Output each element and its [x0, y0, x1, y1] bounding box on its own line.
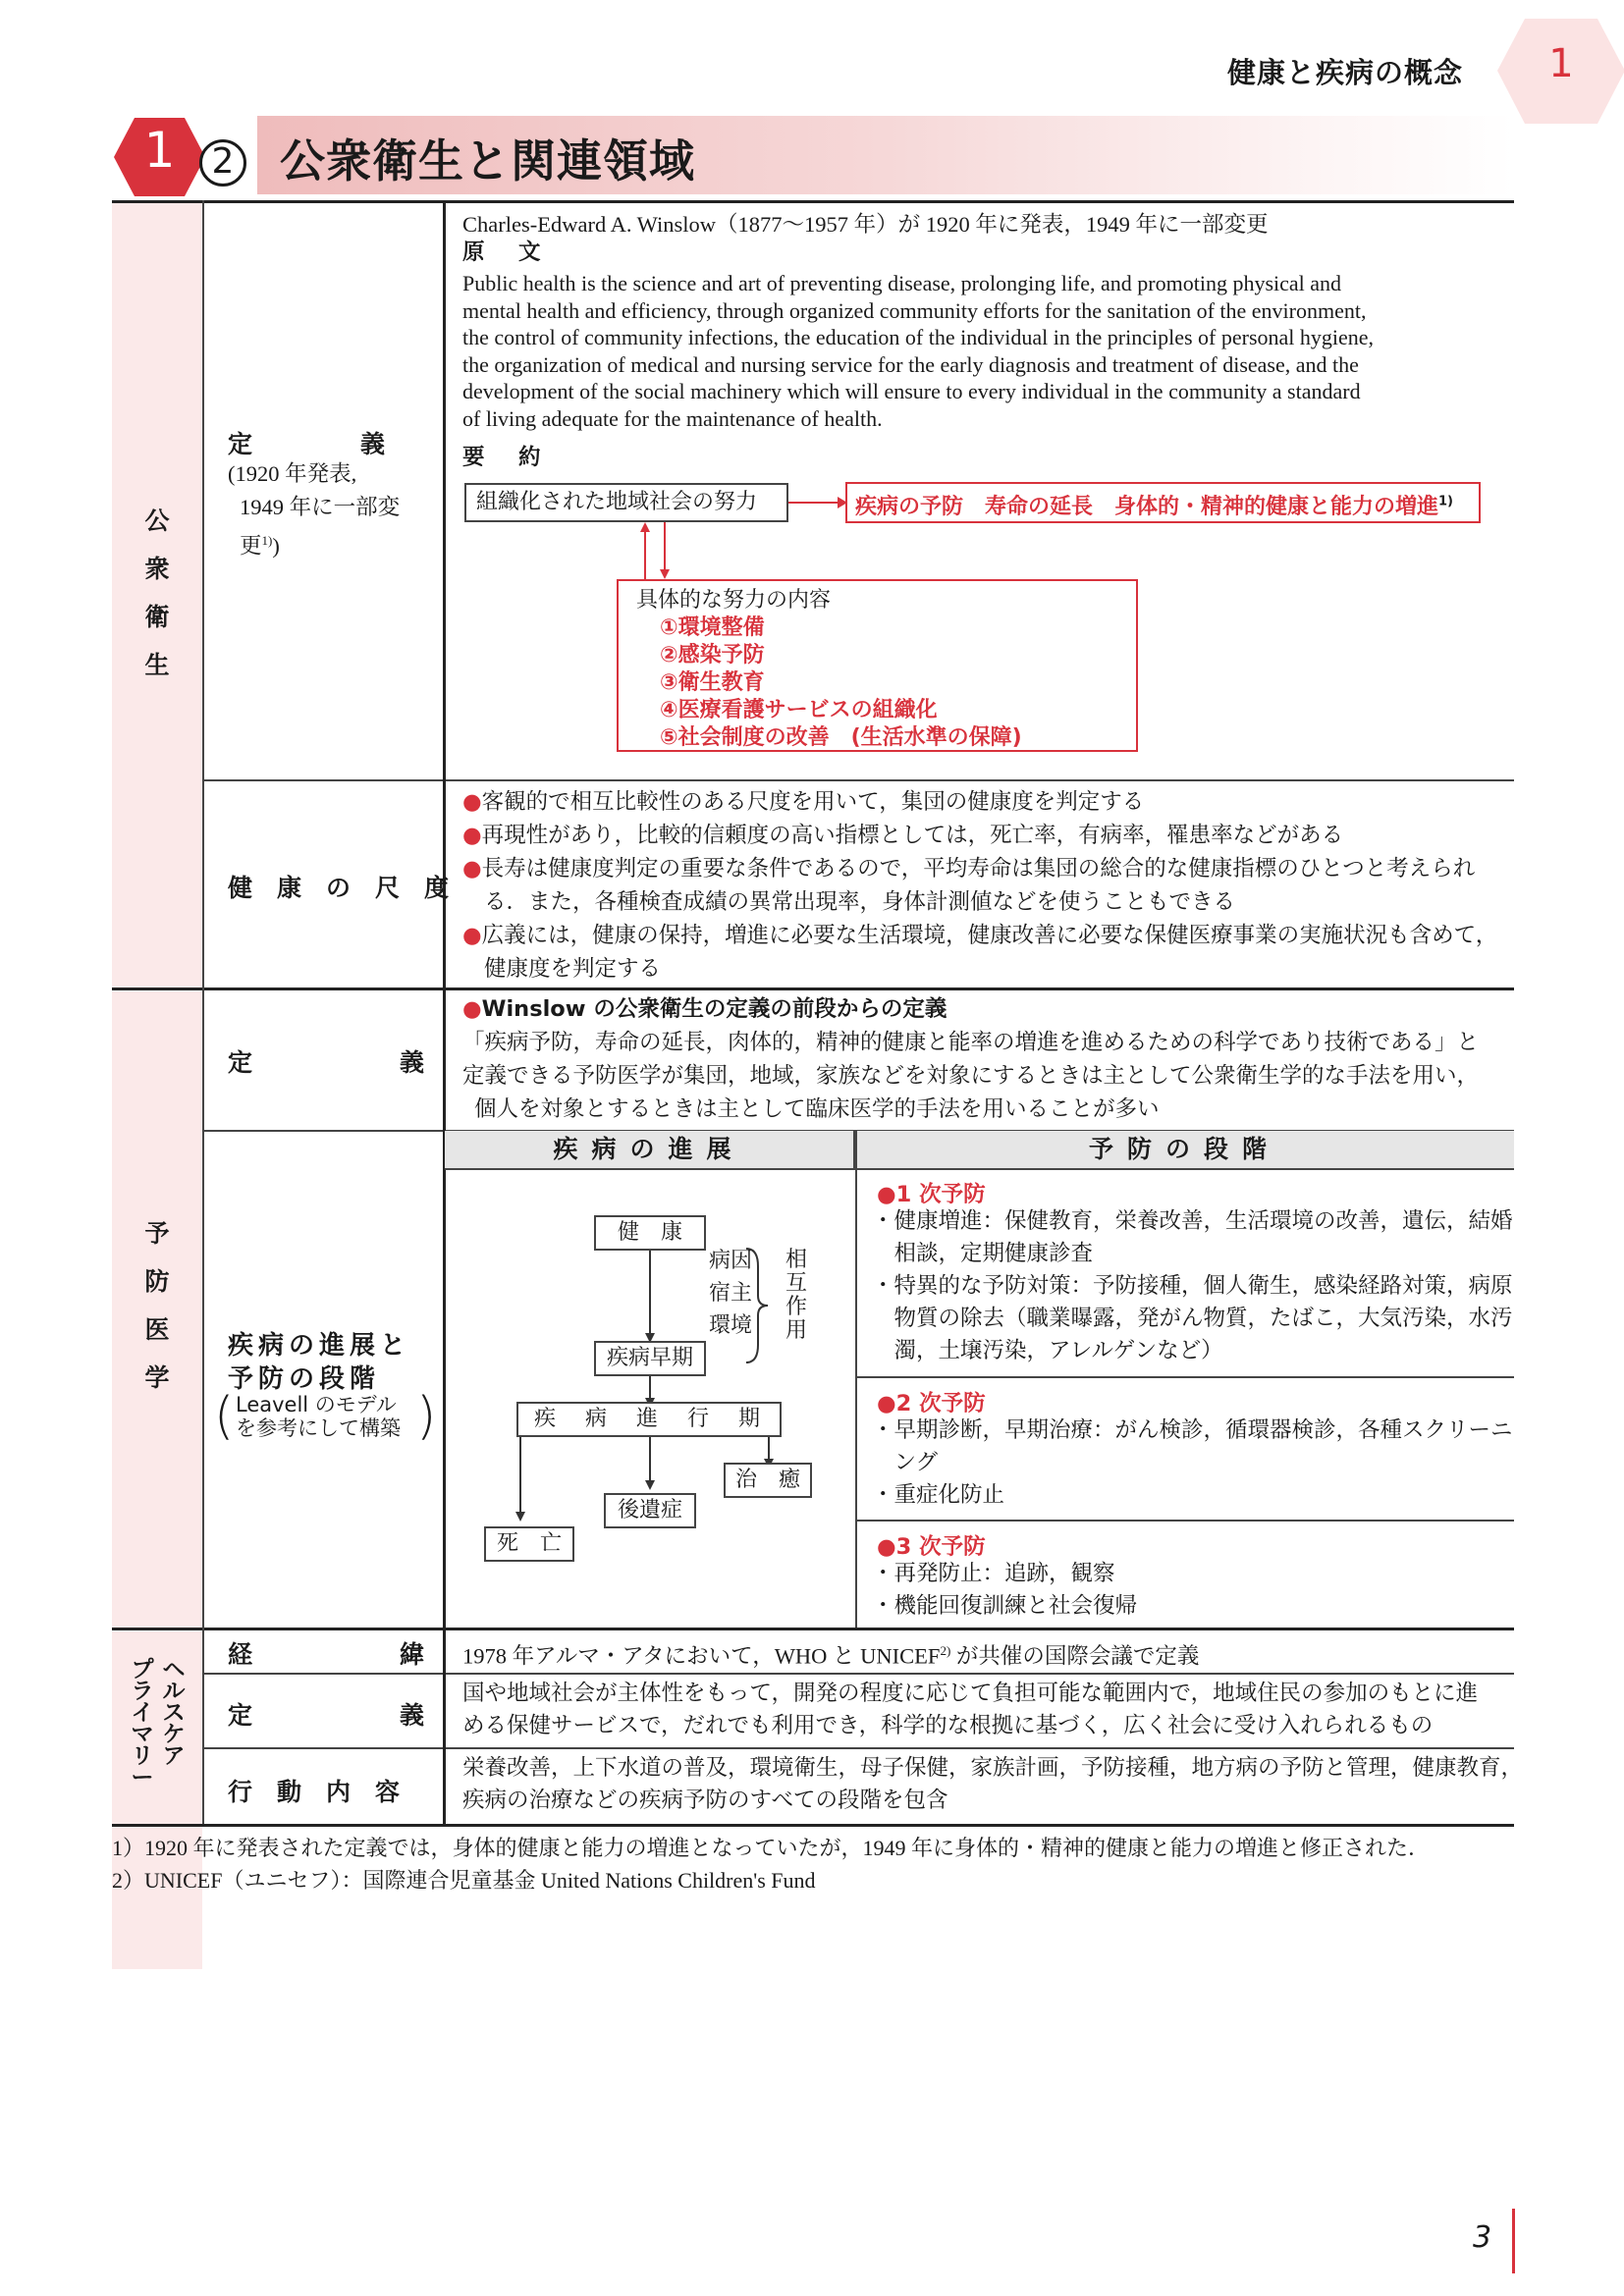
list-item: ●長寿は健康度判定の重要な条件であるので，平均寿命は集団の総合的な健康指標のひとつと考えられ: [462, 856, 1476, 881]
stage-rule: [855, 1520, 1514, 1522]
flow-factors: 病因 宿主 環境: [709, 1249, 753, 1338]
row-label-progression-line2: 予防の段階: [228, 1364, 381, 1394]
stage-rule: [855, 1376, 1514, 1378]
actions-text: 栄養改善，上下水道の普及，環境衛生，母子保健，家族計画，予防接種，地方病の予防と管理，健康教育， 疾病の治療などの疾病予防のすべての段階を包含: [462, 1755, 1524, 1813]
preventive-definition-text: ●Winslow の公衆衛生の定義の前段からの定義 「疾病予防，寿命の延長，肉体的，精神的健康と能率の増進を進めるための科学であり技術である」と 定義できる予防医学が集団，地域，家族などを対象にするときは主として公衆衛生学的な手法を用い， 個人を対象とするときは主として臨床医学的手法を用いることが多い: [462, 996, 1480, 1122]
flow-node-early-disease: 疾病早期: [594, 1341, 706, 1376]
stage-body-primary: ・健康増進：保健教育，栄養改善，生活環境の改善，遺伝，結婚 相談，定期健康診査 ・特異的な予防対策：予防接種，個人衛生，感染経路対策，病原 物質の除去（職業曝露，発がん物質，たばこ，大気汚染，水汚 濁，土壌汚染，アレルゲンなど）: [872, 1208, 1513, 1363]
bidirectional-arrow-icon: [636, 522, 676, 579]
group-label-primary-health-care-col2: プ ラ イ マ リ ー: [131, 1657, 154, 1790]
effort-box: 組織化された地域社会の努力: [464, 483, 788, 522]
row-rule: [202, 1747, 1514, 1749]
group-rule: [112, 988, 1514, 990]
original-label: 原 文: [462, 240, 547, 265]
running-header-title: 健康と疾病の概念: [1227, 56, 1464, 89]
original-text: Public health is the science and art of preventing disease, prolonging life, and promoting physical and mental health and efficiency, through organized community efforts for the sanitation of the environment, the control of community infections, the education of the individual in the principles of personal hygiene, the organization of medical and nursing service for the early diagnosis and treatment of disease, and the development of the social machinery which will ensure to every individual in the community a standard of living adequate for the maintenance of health.: [462, 271, 1375, 431]
column-rule: [443, 200, 446, 1824]
row-label-definition: 定 義: [228, 430, 388, 458]
flow-interaction-label: 相 互 作 用: [785, 1248, 807, 1343]
list-item: る．また，各種検査成績の異常出現率，身体計測値などを使うこともできる: [484, 889, 1236, 915]
table-bottom-rule: [112, 1824, 1514, 1827]
page-number: 3: [1473, 2220, 1492, 2255]
definition-source: Charles-Edward A. Winslow（1877～1957 年）が 1920 年に発表，1949 年に一部変更: [462, 212, 1269, 237]
row-rule: [202, 779, 1514, 781]
column-header-prevention-stages: 予防の段階: [855, 1131, 1514, 1170]
section-number-major: 1: [143, 122, 176, 179]
row-label-history: 経 緯: [228, 1640, 424, 1669]
table-top-rule: [112, 200, 1514, 203]
row-label-health-measure: 健 康 の 尺 度: [228, 874, 450, 902]
stage-title-primary: ●1 次予防: [877, 1182, 986, 1207]
footnote-1: 1）1920 年に発表された定義では，身体的健康と能力の増進となっていたが，1949 年に身体的・精神的健康と能力の増進と修正された．: [112, 1836, 1431, 1860]
flow-node-cure: 治 癒: [724, 1463, 812, 1498]
arrow-right-icon: [788, 491, 847, 514]
row-label-actions: 行 動 内 容: [228, 1778, 401, 1806]
stage-body-tertiary: ・再発防止：追跡，観察 ・機能回復訓練と社会復帰: [872, 1561, 1138, 1619]
flow-node-advanced-disease: 疾 病 進 行 期: [516, 1402, 782, 1437]
goal-box: 疾病の予防 寿命の延長 身体的・精神的健康と能力の増進$^{1)}$: [845, 482, 1481, 523]
phc-definition-text: 国や地域社会が主体性をもって，開発の程度に応じて負担可能な範囲内で，地域住民の参加のもとに進 める保健サービスで，だれでも利用でき，科学的な根拠に基づく，広く社会に受け入れられるもの: [462, 1681, 1479, 1738]
flow-node-sequela: 後遺症: [604, 1493, 696, 1528]
group-label-band: [112, 202, 202, 1969]
list-item: ●客観的で相互比較性のある尺度を用いて，集団の健康度を判定する: [462, 789, 1145, 815]
flow-node-health: 健 康: [594, 1215, 706, 1251]
flow-node-death: 死 亡: [484, 1526, 574, 1562]
list-item: 健康度を判定する: [484, 956, 662, 982]
history-text: 1978 年アルマ・アタにおいて，WHO と UNICEF$^{2)}$ が共催の国際会議で定義: [462, 1643, 1200, 1669]
footnote-2: 2）UNICEF（ユニセフ）：国際連合児童基金 United Nations Children's Fund: [112, 1868, 816, 1893]
definition-note: (1920 年発表, 1949 年に一部変 更$^{1)}$): [228, 461, 401, 559]
summary-label: 要 約: [462, 445, 547, 470]
section-title: 公衆衛生と関連領域: [280, 134, 695, 187]
row-label-phc-definition: 定 義: [228, 1701, 424, 1730]
list-item: ●広義には，健康の保持，増進に必要な生活環境，健康改善に必要な保健医療事業の実施状況も含めて，: [462, 923, 1498, 948]
list-item: ●再現性があり，比較的信頼度の高い指標としては，死亡率，有病率，罹患率などがある: [462, 823, 1344, 848]
column-rule: [855, 1131, 857, 1628]
row-rule: [202, 1673, 1514, 1675]
row-label-preventive-definition: 定 義: [228, 1048, 424, 1077]
column-rule: [202, 200, 204, 1824]
effort-contents-box: 具体的な努力の内容 ①環境整備 ②感染予防 ③衛生教育 ④医療看護サービスの組織化 ⑤社会制度の改善 (生活水準の保障): [617, 579, 1138, 752]
page-number-rule: [1512, 2209, 1515, 2273]
leavell-note: ( Leavell のモデル を参考にして構築 ): [214, 1387, 437, 1446]
stage-body-secondary: ・早期診断，早期治療：がん検診，循環器検診，各種スクリーニ ング ・重症化防止: [872, 1417, 1513, 1508]
stage-title-tertiary: ●3 次予防: [877, 1534, 986, 1560]
column-header-progression: 疾病の進展: [445, 1131, 855, 1170]
health-measure-list: [462, 785, 1497, 986]
group-label-preventive-medicine: 予 防 医 学: [144, 1219, 170, 1392]
group-label-primary-health-care-col1: ヘ ル ス ケ ア: [162, 1657, 186, 1769]
stage-title-secondary: ●2 次予防: [877, 1391, 986, 1416]
group-rule: [112, 1628, 1514, 1630]
chapter-number: 1: [1548, 41, 1574, 86]
row-label-progression-line1: 疾病の進展と: [228, 1331, 411, 1361]
section-number-minor: 2: [211, 141, 235, 182]
group-label-public-health: 公 衆 衛 生: [144, 507, 170, 679]
